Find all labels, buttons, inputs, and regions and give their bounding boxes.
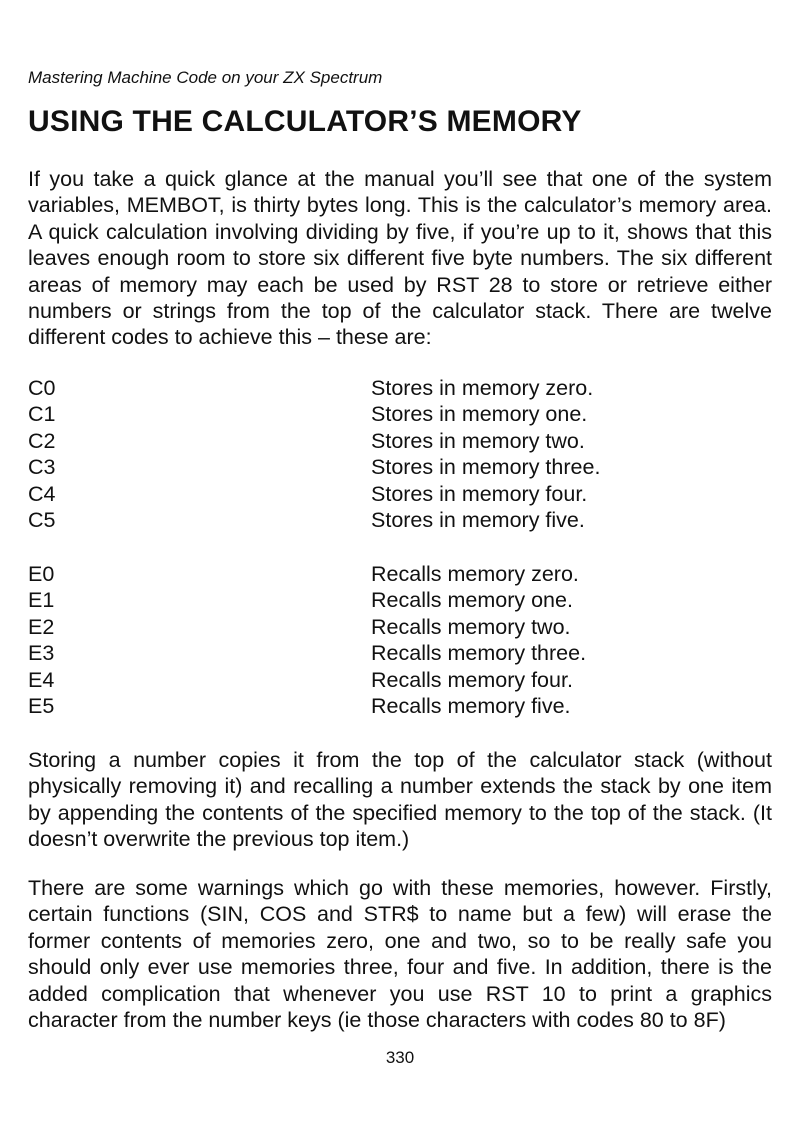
table-row [28, 481, 772, 507]
code-cell: C1 [28, 402, 56, 427]
table-row [28, 667, 772, 693]
description-cell: Recalls memory three. [371, 641, 587, 666]
running-header: Mastering Machine Code on your ZX Spectrum [28, 68, 383, 87]
code-cell: C4 [28, 481, 56, 506]
table-row [28, 401, 772, 427]
store-codes-table [28, 375, 772, 533]
table-row [28, 561, 772, 587]
code-cell: C0 [28, 376, 56, 400]
warnings-paragraph: There are some warnings which go with these memories, however. Firstly, certain functions (SIN, COS and STR$ to name but a few) will erase the former contents of memories zero, one and two, so to be really safe you should only ever use memories three, four and five. In addition, there is the added complication that whenever you use RST 10 to print a graphics character from the number keys (ie those characters with codes 80 to 8F) [28, 876, 772, 1033]
table-row [28, 587, 772, 613]
description-cell: Recalls memory two. [371, 614, 571, 639]
code-cell: E1 [28, 588, 55, 613]
description-cell: Recalls memory zero. [371, 562, 579, 586]
code-cell: E4 [28, 667, 55, 692]
description-cell: Stores in memory five. [371, 507, 585, 532]
table-row [28, 693, 772, 719]
code-cell: C2 [28, 428, 56, 453]
table-row [28, 375, 772, 401]
description-cell: Recalls memory four. [371, 667, 573, 692]
code-cell: E2 [28, 614, 55, 639]
table-row [28, 507, 772, 533]
table-row [28, 640, 772, 666]
description-cell: Recalls memory five. [371, 693, 571, 718]
intro-paragraph: If you take a quick glance at the manual you’ll see that one of the system variables, MEMBOT, is thirty bytes long. This is the calculator’s memory area. A quick calculation involving dividing by five, if you’re up to it, shows that this leaves enough room to store six different five byte numbers. The six different areas of memory may each be used by RST 28 to store or retrieve either numbers or strings from the top of the calculator stack. There are twelve different codes to achieve this – these are: [28, 167, 772, 350]
code-cell: E5 [28, 693, 55, 718]
description-cell: Stores in memory three. [371, 455, 601, 480]
table-row [28, 428, 772, 454]
recall-codes-table [28, 561, 772, 719]
storing-paragraph: Storing a number copies it from the top of the calculator stack (without physically removing it) and recalling a number extends the stack by one item by appending the contents of the specified memory to the top of the stack. (It doesn’t overwrite the previous top item.) [28, 748, 772, 852]
description-cell: Recalls memory one. [371, 588, 573, 613]
page-title: USING THE CALCULATOR’S MEMORY [28, 105, 582, 138]
page-number: 330 [385, 1048, 415, 1067]
code-cell: C3 [28, 455, 56, 480]
description-cell: Stores in memory four. [371, 481, 588, 506]
code-cell: E3 [28, 641, 55, 666]
description-cell: Stores in memory two. [371, 428, 585, 453]
table-row [28, 454, 772, 480]
table-row [28, 614, 772, 640]
description-cell: Stores in memory zero. [371, 376, 594, 400]
description-cell: Stores in memory one. [371, 402, 588, 427]
code-cell: E0 [28, 562, 55, 586]
code-cell: C5 [28, 507, 56, 532]
